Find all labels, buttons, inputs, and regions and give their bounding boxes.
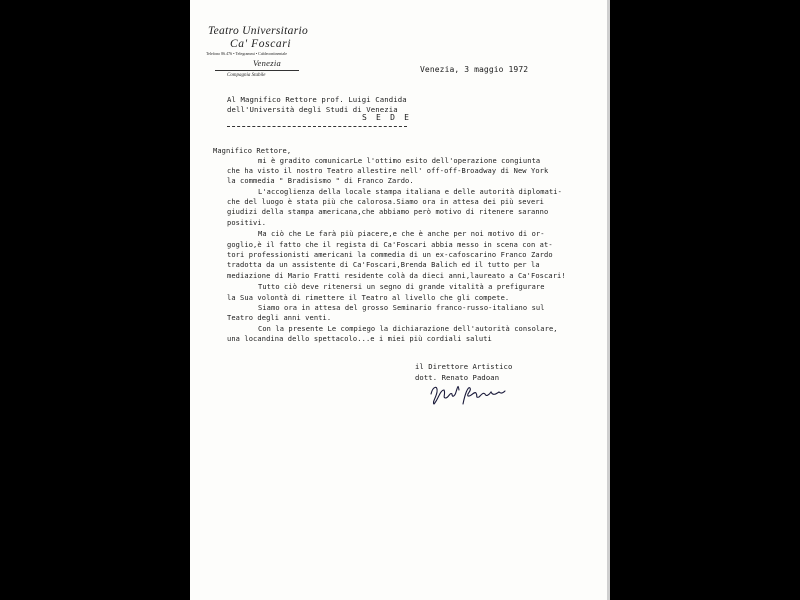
body-line: che ha visto il nostro Teatro allestire nell' off-off-Broadway di New York (227, 166, 549, 175)
letterhead-subname: Ca' Foscari (230, 38, 292, 50)
letterhead-telephone: Telefono 86.476 • Telegrammi • Cablecontinentale (206, 51, 288, 56)
letter-page (190, 0, 610, 600)
body-line: Tutto ciò deve ritenersi un segno di grande vitalità a prefigurare (258, 282, 545, 291)
body-line: Siamo ora in attesa del grosso Seminario franco-russo-italiano sul (258, 303, 545, 312)
body-line: giudizi della stampa americana,che abbiamo però motivo di ritenere saranno (227, 207, 549, 216)
body-line: tradotta da un assistente di Ca'Foscari,Brenda Balich ed il tutto per la (227, 260, 540, 269)
salutation: Magnifico Rettore, (213, 146, 292, 155)
closing-title: il Direttore Artistico (415, 362, 513, 371)
address-line: dell'Università degli Studi di Venezia (227, 105, 398, 114)
address-underline (227, 126, 407, 127)
body-line: che del luogo è stata più che calorosa.Siamo ora in attesa dei più severi (227, 197, 545, 206)
body-line: mediazione di Mario Fratti residente colà da dieci anni,laureato a Ca'Foscari! (227, 271, 566, 280)
body-line: la Sua volontà di rimettere il Teatro al livello che gli compete. (227, 293, 510, 302)
handwritten-signature (428, 380, 508, 410)
body-line: Teatro degli anni venti. (227, 313, 332, 322)
closing-name: dott. Renato Padoan (415, 373, 500, 382)
letterhead-divider (215, 70, 299, 71)
letter-date: Venezia, 3 maggio 1972 (420, 65, 529, 74)
body-line: mi è gradito comunicarLe l'ottimo esito dell'operazione congiunta (258, 156, 541, 165)
body-line: la commedia " Bradisismo " di Franco Zardo. (227, 176, 414, 185)
body-line: goglio,è il fatto che il regista di Ca'Foscari abbia messo in scena con at- (227, 240, 553, 249)
letterhead-city: Venezia (253, 58, 282, 68)
body-line: L'accoglienza della locale stampa italiana e delle autorità diplomati- (258, 187, 562, 196)
letterhead-company: Compagnia Stabile (227, 73, 266, 78)
letterhead-name: Teatro Universitario (208, 25, 309, 37)
body-line: tori professionisti americani la commedia di un ex-cafoscarino Franco Zardo (227, 250, 553, 259)
address-line: S E D E (362, 113, 412, 122)
address-line: Al Magnifico Rettore prof. Luigi Candida (227, 95, 407, 104)
body-line: una locandina dello spettacolo...e i miei più cordiali saluti (227, 334, 492, 343)
body-line: Ma ciò che Le farà più piacere,e che è anche per noi motivo di or- (258, 229, 545, 238)
body-line: positivi. (227, 218, 267, 227)
page-edge (607, 0, 610, 600)
body-line: Con la presente Le compiego la dichiarazione dell'autorità consolare, (258, 324, 558, 333)
